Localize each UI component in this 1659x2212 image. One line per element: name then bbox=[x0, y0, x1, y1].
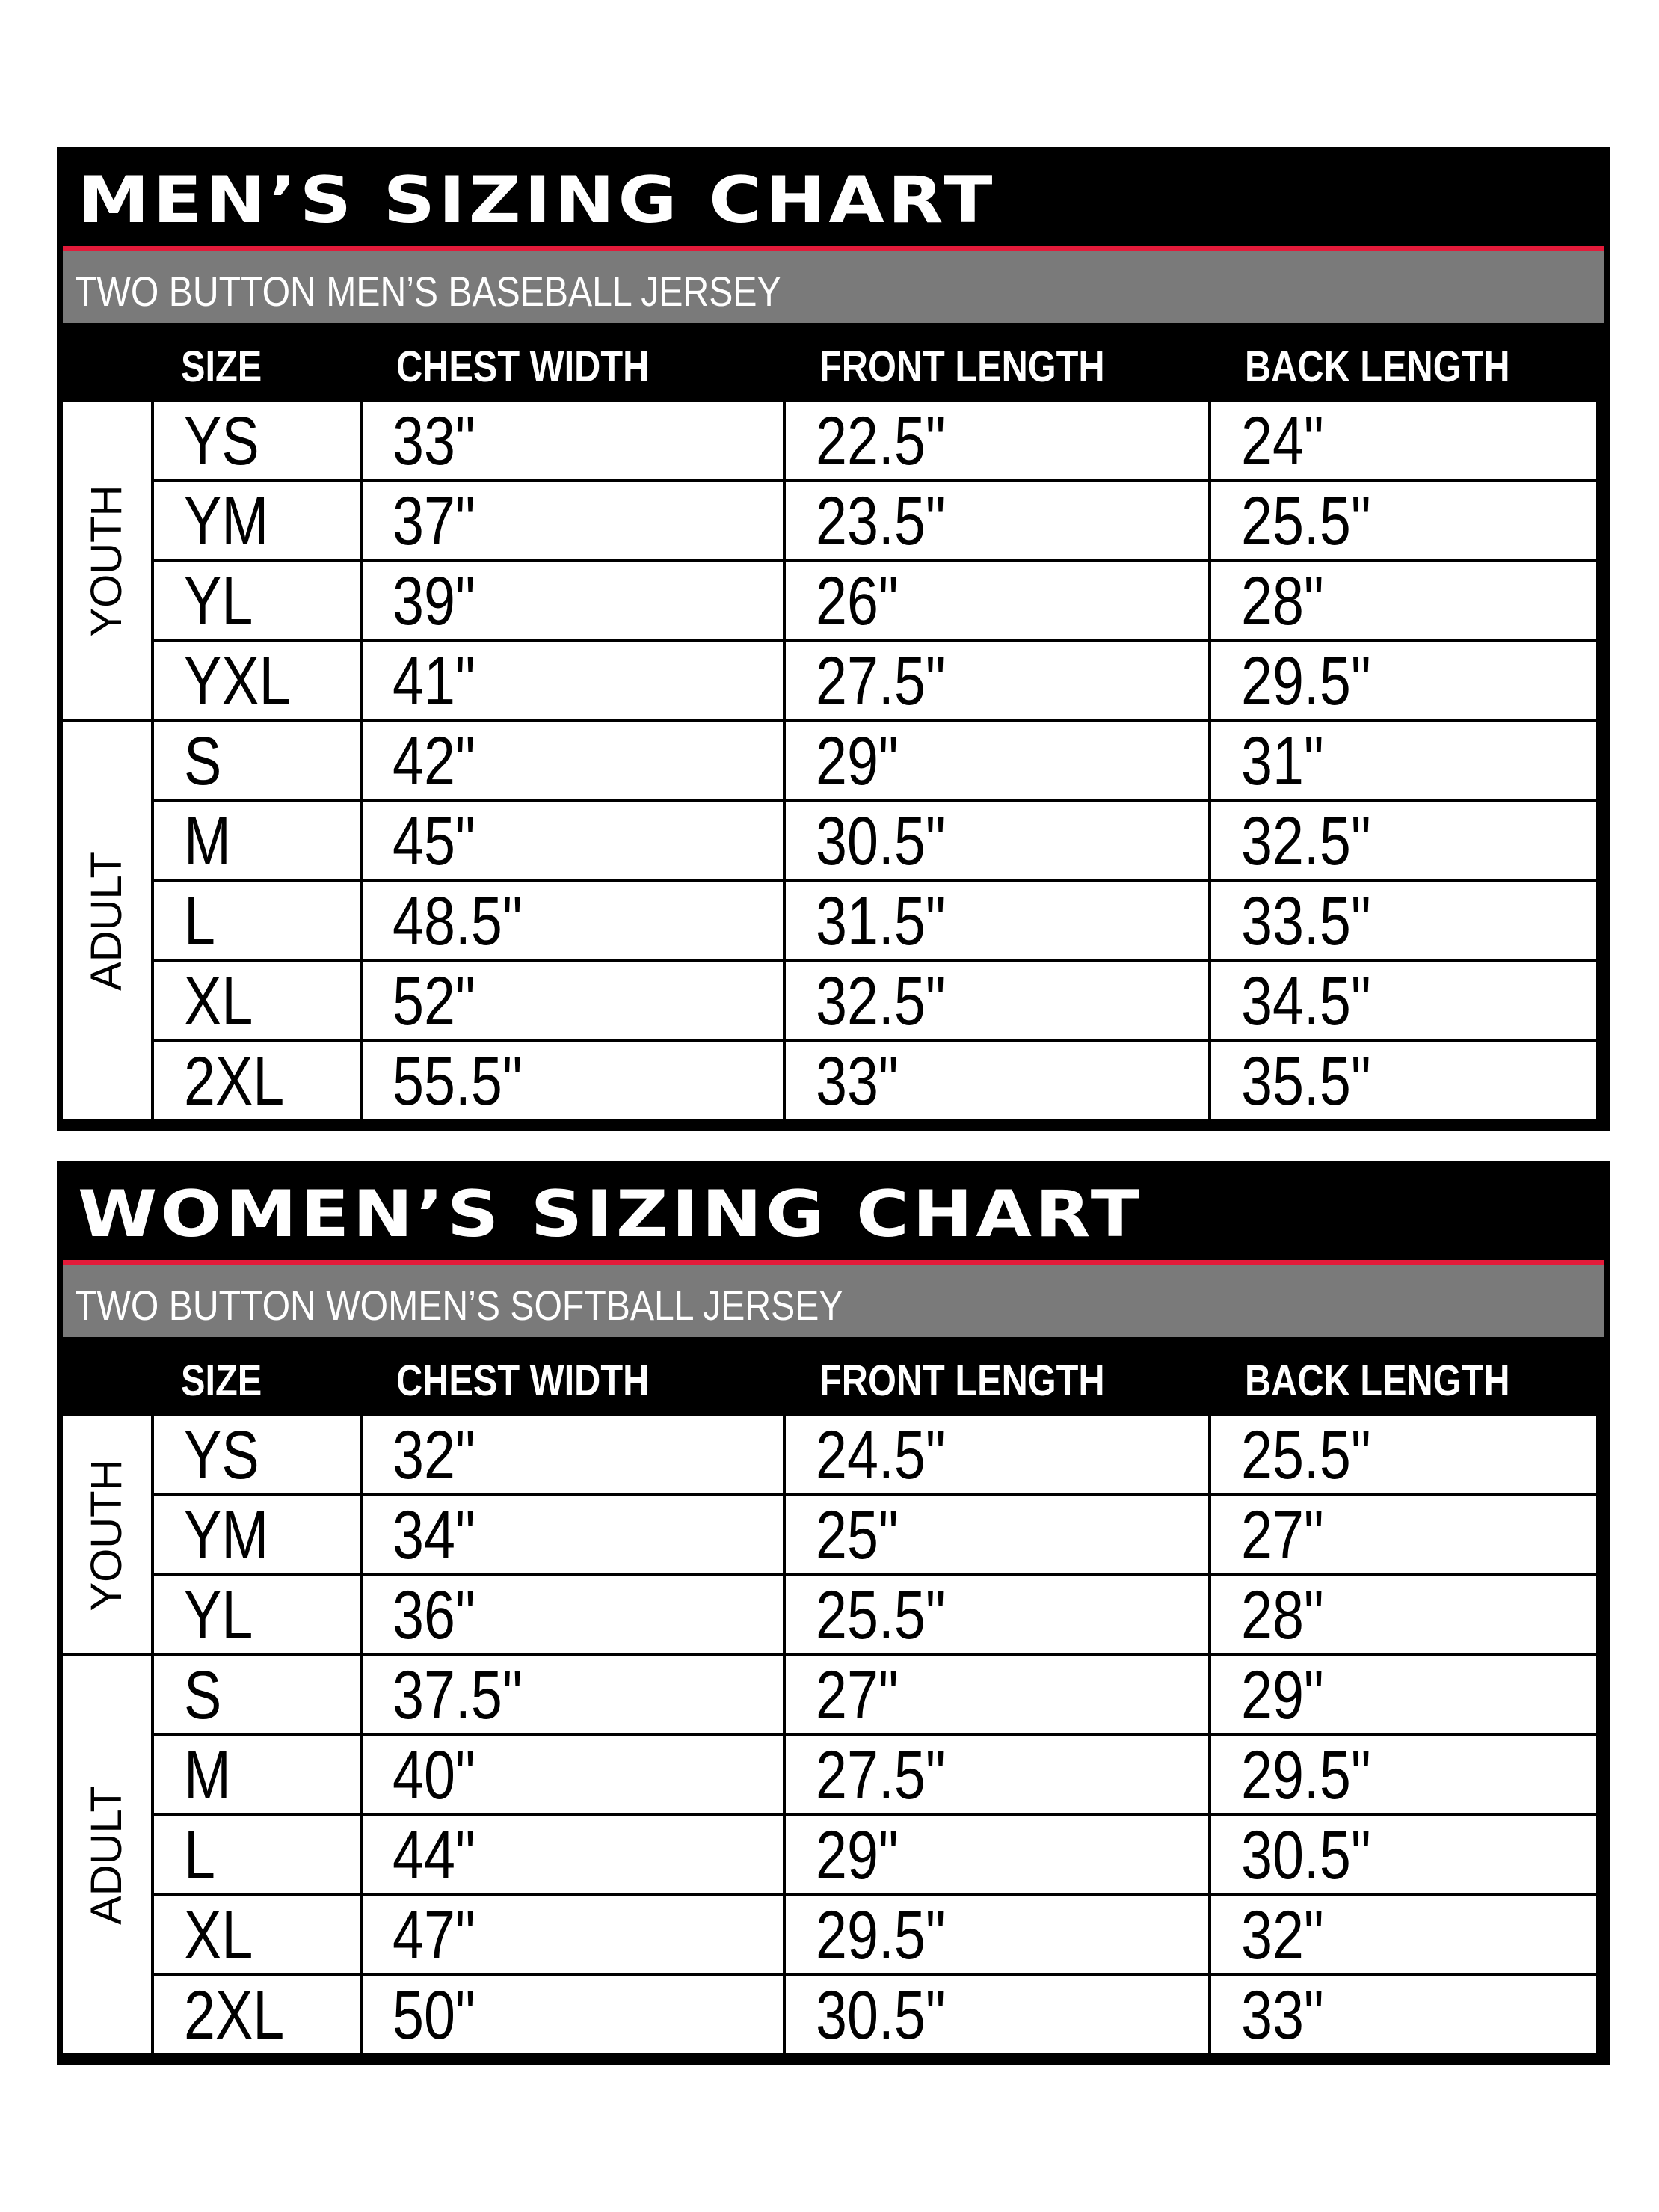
cell-chest bbox=[363, 1816, 783, 1893]
table-row bbox=[154, 402, 1604, 479]
cell-size bbox=[154, 1896, 360, 1973]
cell-front bbox=[786, 402, 1208, 479]
cell-size bbox=[154, 642, 360, 719]
cell-chest-value: 45" bbox=[393, 803, 475, 879]
cell-front bbox=[786, 1576, 1208, 1653]
chart-title-bar bbox=[63, 153, 1604, 251]
cell-front-value: 26" bbox=[816, 563, 899, 639]
cell-size bbox=[154, 1976, 360, 2053]
cell-back-value: 33.5" bbox=[1241, 883, 1371, 959]
cell-size-value: YXL bbox=[184, 643, 291, 719]
cell-back-value: 32.5" bbox=[1241, 803, 1371, 879]
cell-size bbox=[154, 1816, 360, 1893]
cell-back-value: 34.5" bbox=[1241, 963, 1371, 1039]
cell-front bbox=[786, 1656, 1208, 1733]
cell-front-value: 32.5" bbox=[816, 963, 946, 1039]
cell-chest-value: 55.5" bbox=[393, 1043, 523, 1119]
cell-back bbox=[1211, 1416, 1596, 1493]
cell-size-value: XL bbox=[184, 963, 253, 1039]
table-row bbox=[154, 1896, 1604, 1973]
cell-back bbox=[1211, 562, 1596, 639]
cell-front bbox=[786, 1042, 1208, 1119]
cell-chest-value: 50" bbox=[393, 1977, 475, 2053]
table-row bbox=[154, 1042, 1604, 1119]
cell-front-value: 30.5" bbox=[816, 1977, 946, 2053]
group-label-cell bbox=[63, 1656, 151, 2053]
cell-size-value: 2XL bbox=[184, 1977, 285, 2053]
cell-chest-value: 40" bbox=[393, 1737, 475, 1813]
table-body bbox=[63, 1416, 1604, 2053]
cell-front-value: 33" bbox=[816, 1043, 899, 1119]
cell-back bbox=[1211, 962, 1596, 1039]
column-header-chest-width: CHEST WIDTH bbox=[396, 342, 650, 391]
column-header-back-length: BACK LENGTH bbox=[1245, 1357, 1510, 1405]
cell-front-value: 23.5" bbox=[816, 483, 946, 559]
cell-front-value: 25" bbox=[816, 1497, 899, 1573]
size-group-youth bbox=[63, 402, 1604, 719]
cell-front-value: 29.5" bbox=[816, 1897, 946, 1973]
column-header-chest-width: CHEST WIDTH bbox=[396, 1357, 650, 1405]
cell-size bbox=[154, 1042, 360, 1119]
table-row bbox=[154, 1416, 1604, 1493]
cell-front-value: 29" bbox=[816, 723, 899, 799]
cell-chest bbox=[363, 962, 783, 1039]
table-row bbox=[154, 642, 1604, 719]
cell-chest bbox=[363, 482, 783, 559]
cell-back-value: 25.5" bbox=[1241, 483, 1371, 559]
cell-size-value: S bbox=[184, 1657, 222, 1733]
table-row bbox=[154, 802, 1604, 879]
cell-front bbox=[786, 722, 1208, 799]
cell-size bbox=[154, 562, 360, 639]
chart-subtitle: TWO BUTTON MEN’S BASEBALL JERSEY bbox=[75, 268, 781, 315]
cell-front-value: 22.5" bbox=[816, 403, 946, 479]
table-row bbox=[154, 1576, 1604, 1653]
cell-chest bbox=[363, 1042, 783, 1119]
table-row bbox=[154, 722, 1604, 799]
cell-size-value: YL bbox=[184, 563, 253, 639]
group-label: YOUTH bbox=[82, 1459, 131, 1611]
table-row bbox=[154, 1816, 1604, 1893]
cell-back-value: 31" bbox=[1241, 723, 1324, 799]
column-header-front-length: FRONT LENGTH bbox=[819, 342, 1105, 391]
cell-size bbox=[154, 402, 360, 479]
table-row bbox=[154, 1496, 1604, 1573]
cell-chest bbox=[363, 1896, 783, 1973]
cell-chest bbox=[363, 882, 783, 959]
cell-back bbox=[1211, 402, 1596, 479]
chart-title-bar bbox=[63, 1167, 1604, 1265]
table-header-row bbox=[63, 323, 1604, 402]
column-header-size: SIZE bbox=[181, 342, 262, 391]
group-label: ADULT bbox=[82, 1785, 131, 1925]
table-row bbox=[154, 1656, 1604, 1733]
cell-size bbox=[154, 1736, 360, 1813]
group-label-cell bbox=[63, 722, 151, 1119]
cell-back-value: 29.5" bbox=[1241, 1737, 1371, 1813]
cell-size-value: YM bbox=[184, 483, 269, 559]
cell-front-value: 25.5" bbox=[816, 1577, 946, 1653]
cell-size-value: YS bbox=[184, 1417, 259, 1493]
cell-size-value: 2XL bbox=[184, 1043, 285, 1119]
cell-chest-value: 42" bbox=[393, 723, 475, 799]
cell-back bbox=[1211, 1816, 1596, 1893]
column-header-back-length: BACK LENGTH bbox=[1245, 342, 1510, 391]
cell-size-value: M bbox=[184, 1737, 231, 1813]
cell-chest-value: 44" bbox=[393, 1817, 475, 1893]
cell-back bbox=[1211, 882, 1596, 959]
cell-chest-value: 33" bbox=[393, 403, 475, 479]
cell-back-value: 27" bbox=[1241, 1497, 1324, 1573]
cell-front-value: 29" bbox=[816, 1817, 899, 1893]
cell-size bbox=[154, 882, 360, 959]
cell-size-value: M bbox=[184, 803, 231, 879]
cell-front-value: 31.5" bbox=[816, 883, 946, 959]
cell-chest bbox=[363, 1496, 783, 1573]
cell-front-value: 30.5" bbox=[816, 803, 946, 879]
cell-size-value: YM bbox=[184, 1497, 269, 1573]
table-body bbox=[63, 402, 1604, 1119]
cell-size-value: YL bbox=[184, 1577, 253, 1653]
cell-chest-value: 37" bbox=[393, 483, 475, 559]
cell-back bbox=[1211, 482, 1596, 559]
cell-front bbox=[786, 962, 1208, 1039]
cell-front bbox=[786, 802, 1208, 879]
cell-front-value: 27.5" bbox=[816, 1737, 946, 1813]
group-label: ADULT bbox=[82, 851, 131, 991]
cell-back bbox=[1211, 642, 1596, 719]
cell-chest-value: 52" bbox=[393, 963, 475, 1039]
cell-front bbox=[786, 1976, 1208, 2053]
cell-back-value: 33" bbox=[1241, 1977, 1324, 2053]
cell-back bbox=[1211, 1976, 1596, 2053]
chart-subtitle-bar bbox=[63, 1265, 1604, 1337]
cell-back bbox=[1211, 1496, 1596, 1573]
group-label: YOUTH bbox=[82, 485, 131, 637]
cell-front bbox=[786, 1496, 1208, 1573]
cell-size bbox=[154, 962, 360, 1039]
cell-front bbox=[786, 562, 1208, 639]
mens-sizing-chart bbox=[57, 147, 1610, 1131]
cell-size-value: YS bbox=[184, 403, 259, 479]
cell-front-value: 24.5" bbox=[816, 1417, 946, 1493]
cell-chest bbox=[363, 1736, 783, 1813]
cell-back bbox=[1211, 802, 1596, 879]
cell-back-value: 28" bbox=[1241, 563, 1324, 639]
cell-chest bbox=[363, 802, 783, 879]
cell-chest bbox=[363, 1656, 783, 1733]
cell-back-value: 28" bbox=[1241, 1577, 1324, 1653]
cell-back-value: 29" bbox=[1241, 1657, 1324, 1733]
cell-back-value: 35.5" bbox=[1241, 1043, 1371, 1119]
cell-chest-value: 36" bbox=[393, 1577, 475, 1653]
cell-back-value: 29.5" bbox=[1241, 643, 1371, 719]
table-row bbox=[154, 882, 1604, 959]
cell-front bbox=[786, 642, 1208, 719]
cell-chest-value: 47" bbox=[393, 1897, 475, 1973]
chart-title: MEN’S SIZING CHART bbox=[78, 163, 996, 238]
cell-size-value: L bbox=[184, 1817, 215, 1893]
cell-chest bbox=[363, 1416, 783, 1493]
table-row bbox=[154, 562, 1604, 639]
cell-front bbox=[786, 1416, 1208, 1493]
cell-chest bbox=[363, 562, 783, 639]
table-row bbox=[154, 1736, 1604, 1813]
cell-chest bbox=[363, 1576, 783, 1653]
cell-back-value: 30.5" bbox=[1241, 1817, 1371, 1893]
cell-chest-value: 41" bbox=[393, 643, 475, 719]
cell-back bbox=[1211, 722, 1596, 799]
cell-back bbox=[1211, 1736, 1596, 1813]
cell-size bbox=[154, 802, 360, 879]
cell-size-value: XL bbox=[184, 1897, 253, 1973]
cell-back bbox=[1211, 1042, 1596, 1119]
chart-subtitle-bar bbox=[63, 251, 1604, 323]
cell-chest-value: 48.5" bbox=[393, 883, 523, 959]
size-group-adult bbox=[63, 722, 1604, 1119]
cell-chest bbox=[363, 402, 783, 479]
cell-chest-value: 39" bbox=[393, 563, 475, 639]
cell-front-value: 27" bbox=[816, 1657, 899, 1733]
cell-chest bbox=[363, 642, 783, 719]
cell-front bbox=[786, 1736, 1208, 1813]
cell-back-value: 25.5" bbox=[1241, 1417, 1371, 1493]
cell-chest-value: 37.5" bbox=[393, 1657, 523, 1733]
table-row bbox=[154, 1976, 1604, 2053]
cell-front bbox=[786, 1896, 1208, 1973]
cell-back bbox=[1211, 1896, 1596, 1973]
size-group-youth bbox=[63, 1416, 1604, 1653]
cell-front bbox=[786, 1816, 1208, 1893]
cell-size bbox=[154, 1496, 360, 1573]
cell-size-value: L bbox=[184, 883, 215, 959]
cell-front-value: 27.5" bbox=[816, 643, 946, 719]
cell-back bbox=[1211, 1576, 1596, 1653]
cell-front bbox=[786, 882, 1208, 959]
group-label-cell bbox=[63, 1416, 151, 1653]
cell-size bbox=[154, 1416, 360, 1493]
cell-back-value: 24" bbox=[1241, 403, 1324, 479]
column-header-size: SIZE bbox=[181, 1357, 262, 1405]
column-header-front-length: FRONT LENGTH bbox=[819, 1357, 1105, 1405]
group-label-cell bbox=[63, 402, 151, 719]
cell-size bbox=[154, 482, 360, 559]
cell-chest-value: 34" bbox=[393, 1497, 475, 1573]
cell-size bbox=[154, 1656, 360, 1733]
table-row bbox=[154, 962, 1604, 1039]
table-header-row bbox=[63, 1337, 1604, 1416]
womens-sizing-chart bbox=[57, 1161, 1610, 2065]
cell-chest bbox=[363, 722, 783, 799]
cell-chest-value: 32" bbox=[393, 1417, 475, 1493]
cell-size-value: S bbox=[184, 723, 222, 799]
cell-front bbox=[786, 482, 1208, 559]
cell-chest bbox=[363, 1976, 783, 2053]
cell-back bbox=[1211, 1656, 1596, 1733]
cell-back-value: 32" bbox=[1241, 1897, 1324, 1973]
chart-subtitle: TWO BUTTON WOMEN’S SOFTBALL JERSEY bbox=[75, 1282, 843, 1329]
size-group-adult bbox=[63, 1656, 1604, 2053]
table-row bbox=[154, 482, 1604, 559]
chart-title: WOMEN’S SIZING CHART bbox=[78, 1177, 1143, 1252]
cell-size bbox=[154, 1576, 360, 1653]
cell-size bbox=[154, 722, 360, 799]
